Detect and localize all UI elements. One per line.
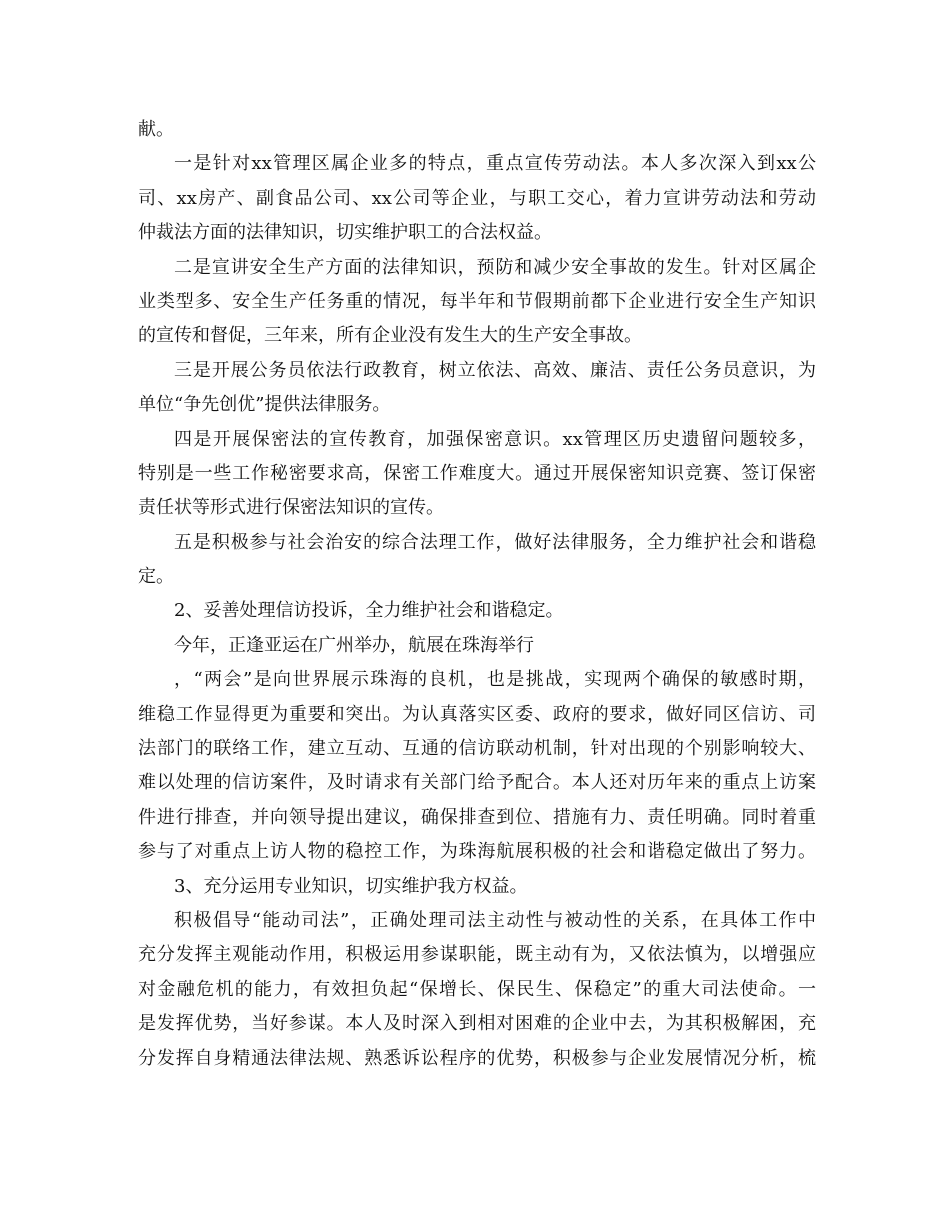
text-line: 定。 xyxy=(138,566,174,588)
text-line: 的宣传和督促，三年来，所有企业没有发生大的生产安全事故。 xyxy=(138,325,642,347)
text-line: 二是宣讲安全生产方面的法律知识，预防和减少安全事故的发生。针对区属企 xyxy=(174,256,816,278)
text-line: 责任状等形式进行保密法知识的宣传。 xyxy=(138,497,444,519)
text-line: 司、xx房产、副食品公司、xx公司等企业，与职工交心，着力宣讲劳动法和劳动 xyxy=(138,187,816,209)
text-line: 积极倡导“能动司法”，正确处理司法主动性与被动性的关系，在具体工作中 xyxy=(174,909,816,931)
text-line: 对金融危机的能力，有效担负起“保增长、保民生、保稳定”的重大司法使命。一 xyxy=(138,978,816,1000)
text-line: ，“两会”是向世界展示珠海的良机，也是挑战，实现两个确保的敏感时期， xyxy=(174,669,816,691)
text-line: 单位“争先创优”提供法律服务。 xyxy=(138,394,391,416)
text-line: 件进行排查，并向领导提出建议，确保排查到位、措施有力、责任明确。同时着重 xyxy=(138,806,816,828)
text-line: 充分发挥主观能动作用，积极运用参谋职能，既主动有为，又依法慎为，以增强应 xyxy=(138,944,816,966)
text-line: 是发挥优势，当好参谋。本人及时深入到相对困难的企业中去，为其积极解困，充 xyxy=(138,1013,816,1035)
text-line: 法部门的联络工作，建立互动、互通的信访联动机制，针对出现的个别影响较大、 xyxy=(138,738,816,760)
section-heading: 3、充分运用专业知识，切实维护我方权益。 xyxy=(174,875,528,897)
text-line: 难以处理的信访案件，及时请求有关部门给予配合。本人还对历年来的重点上访案 xyxy=(138,772,816,794)
text-line: 三是开展公务员依法行政教育，树立依法、高效、廉洁、责任公务员意识，为 xyxy=(174,359,816,381)
text-line: 业类型多、安全生产任务重的情况，每半年和节假期前都下企业进行安全生产知识 xyxy=(138,290,816,312)
text-line: 仲裁法方面的法律知识，切实维护职工的合法权益。 xyxy=(138,222,552,244)
text-line: 参与了对重点上访人物的稳控工作，为珠海航展积极的社会和谐稳定做出了努力。 xyxy=(138,841,816,863)
text-line: 献。 xyxy=(138,119,174,140)
text-line: 维稳工作显得更为重要和突出。为认真落实区委、政府的要求，做好同区信访、司 xyxy=(138,703,816,725)
text-line: 一是针对xx管理区属企业多的特点，重点宣传劳动法。本人多次深入到xx公 xyxy=(174,153,816,175)
text-line: 分发挥自身精通法律法规、熟悉诉讼程序的优势，积极参与企业发展情况分析，梳 xyxy=(138,1047,816,1069)
document-body xyxy=(138,113,816,1076)
section-heading: 2、妥善处理信访投诉，全力维护社会和谐稳定。 xyxy=(174,600,564,622)
text-line: 特别是一些工作秘密要求高，保密工作难度大。通过开展保密知识竞赛、签订保密 xyxy=(138,462,816,484)
text-line: 五是积极参与社会治安的综合法理工作，做好法律服务，全力维护社会和谐稳 xyxy=(174,531,816,553)
text-line: 今年，正逢亚运在广州举办，航展在珠海举行 xyxy=(174,634,534,656)
text-line: 四是开展保密法的宣传教育，加强保密意识。xx管理区历史遗留问题较多， xyxy=(174,428,816,450)
